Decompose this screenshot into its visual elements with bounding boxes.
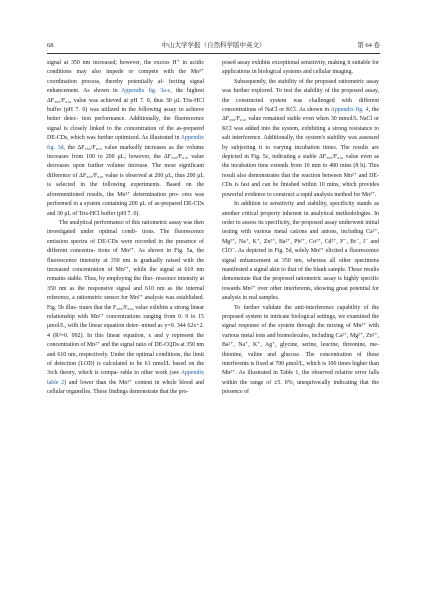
paragraph-text: In addition to sensitivity and stability, specificity stands as another critical property inherent in analytical methodologies. In order to assess its specificity, the proposed assay underwent initial testing with various metal cations and anions, including Ca²⁺, Mg²⁺, Na⁺, K⁺, Zn²⁺, Ba²⁺, Pb²⁺, Co²⁺, Cd²⁺, F⁻, Br⁻, I⁻ and ClO⁻. As depicted in Fig. 5d, solely Mn²⁺ elicited a fluorescence signal enhancement at 350 nm, whereas all other specimens manifested a signal akin to that of the blank sample. These results demonstrate that the proposed ratiometric assay is highly specific towards Mn²⁺ over other interferents, showing great potential for analysis in real samples. (222, 201, 379, 302)
header-rule (47, 53, 380, 54)
left-column (47, 59, 204, 398)
appendix-reference-link[interactable]: Appendix fig. 4 (330, 107, 369, 114)
right-column (222, 59, 379, 398)
paragraph-text: The analytical performance of this ratiometric assay was then investigated under optimal condi- tions. The fluorescence emission spectra of DE-CDs were recorded in the presence of different concentra- tions of Mn²⁺. As shown in Fig. 5a, the fluorescence intensity at 350 nm is gradually raised with the increased concentration of Mn²⁺, while the signal at 610 nm remains stable. Thus, by employing the fluo- rescence intensity at 350 nm as the responsive signal and 610 nm as the internal reference, a ratiometric sensor for Mn²⁺ analysis was established. Fig. 5b illus- trates that the F₃₅₀/F₆₁₀ value exhibits a strong linear relationship with Mn²⁺ concentrations ranging from 0. 9 to 15 μmol/L, with the linear equation deter- mined as y=0. 344 62x+2. 4 (R²=0. 992). In this linear equation, x and y represent the concentration of Mn²⁺ and the signal ratio of DE-CQDs at 350 nm and 610 nm, respectively. Under the optimal conditions, the limit of detection (LOD) is calculated to be 61 nmol/L based on the 3σ/k theory, which is compa- rable to other work (see (47, 219, 204, 377)
body-paragraph (222, 200, 379, 303)
paragraph-text: ) and lower than the Mn²⁺ content in whole blood and cellular organelles. These findings demonstrate that the pro- (47, 379, 204, 396)
paragraph-text: signal at 350 nm increased; however, the excess H⁺ in acidic conditions may also impede or compete with the Mn²⁺ coordination process, thereby potentially af- fecting signal enhancement. As shown in (47, 60, 204, 95)
paragraph-text: , the ΔF₃₅₀/F₆₁₀ value markedly increases as the volume increases from 100 to 200 μL; however, the ΔF₃₅₀/F₆₁₀ value decreases upon further volume increase. The most significant difference of ΔF₃₅₀/F₆₁₀ value is observed at 200 μL, thus 200 μL is selected in the following experiments. Based on the aforementioned results, the Mn²⁺ determination pro- cess was performed in a system containing 200 μL of as-prepared DE-CDs and 30 μL of Tris-HCl buffer (pH 7. 0). (47, 144, 204, 217)
body-paragraph (47, 59, 204, 219)
paragraph-text: , the highest ΔF₃₅₀/F₆₁₀ value was achieved at pH 7. 0, thus 30 μL Tris-HCl buffer (pH 7. 0) was utilized in the following assay to achieve better detec- tion performance. Additionally, the fluorescence signal is closely linked to the concentration of the as-prepared DE-CDs, which was further optimized. As illustrated in (47, 88, 204, 142)
volume-label: 第 64 卷 (357, 42, 380, 49)
body-paragraph (222, 304, 379, 398)
running-header (47, 40, 380, 52)
journal-title: 中山大学学报（自然科学版中英文） (161, 42, 266, 49)
appendix-reference-link[interactable]: Appendix table 2 (47, 370, 204, 386)
paragraph-text: , the ΔF₃₅₀/F₆₁₀ value remained stable even when 30 mmol/L NaCl or KCl was added into the system, exhibiting a strong resistance to salt interference. Additionally, the system's stability was assessed by subjecting it to varying incubation times. The results are depicted in Fig. 5c, indicating a stable ΔF₃₅₀/F₆₁₀ value even as the incubation time extends from 10 min to 480 mins (8 h). This result also demonstrates that the reaction between Mn²⁺ and DE-CDs is fast and can be finished within 10 mins, which provides powerful evidence to construct a rapid analysis method for Mn²⁺. (222, 107, 380, 198)
body-paragraph (222, 78, 379, 200)
page-number: 68 (47, 42, 54, 49)
body-paragraph (222, 59, 379, 78)
paragraph-text: posed assay exhibits exceptional sensitivity, making it suitable for applications in biological systems and cellular imaging. (222, 60, 379, 76)
paragraph-text: To further validate the anti-interference capability of the proposed system in intricate biological settings, we examined the signal response of the system through the mixing of Mn²⁺ with various metal ions and biomolecules, including Ca²⁺, Mg²⁺, Zn²⁺, Ba²⁺, Na⁺, K⁺, Ag⁺, glycine, serine, leucine, threonine, me- thionine, valine and glucose. The concentration of these interferents is fixed at 700 μmol/L, which is 100 times higher than Mn²⁺. As illustrated in Table 1, the observed relative error falls within the range of ±5. 0%, unequivocally indicating that the presence of (222, 304, 379, 396)
appendix-reference-link[interactable]: Appendix fig. 3a-c (121, 88, 171, 95)
appendix-reference-link[interactable]: Appendix fig. 3d (47, 135, 204, 151)
body-paragraph (47, 219, 204, 398)
paragraph-text: Subsequently, the stability of the proposed ratiometric assay was further explored. To test the stability of the proposed assay, the constructed system was challenged with different concentrations of NaCl or KCl. As shown in (222, 78, 379, 114)
